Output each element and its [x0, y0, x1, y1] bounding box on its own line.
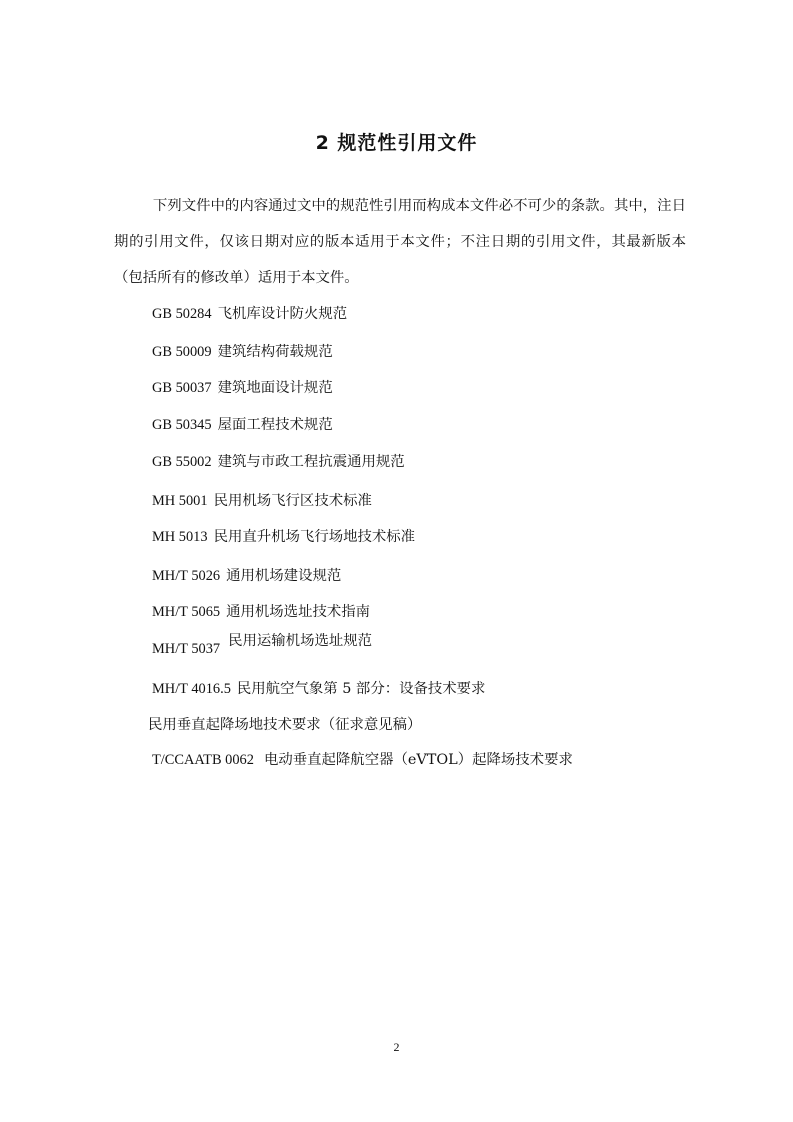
reference-item — [152, 748, 573, 769]
reference-item — [152, 677, 485, 698]
reference-code: MH 5013 — [152, 529, 208, 545]
reference-item — [152, 302, 347, 323]
reference-item — [152, 413, 333, 434]
reference-name: 建筑与市政工程抗震通用规范 — [217, 454, 405, 470]
intro-paragraph: 下列文件中的内容通过文中的规范性引用而构成本文件必不可少的条款。其中，注日期的引用文件，仅该日期对应的版本适用于本文件；不注日期的引用文件，其最新版本（包括所有的修改单）适用于本文件。 — [114, 198, 686, 286]
reference-name: 民用运输机场选址规范 — [228, 633, 373, 649]
reference-name: 飞机库设计防火规范 — [217, 306, 348, 322]
reference-name: 民用垂直起降场地技术要求（征求意见稿） — [148, 717, 422, 733]
reference-code: MH 5001 — [152, 493, 208, 509]
reference-item — [152, 564, 341, 585]
reference-code: MH/T 5065 — [152, 604, 221, 620]
reference-item — [152, 376, 333, 397]
reference-name: 屋面工程技术规范 — [217, 417, 333, 433]
reference-name: 电动垂直起降航空器（eVTOL）起降场技术要求 — [263, 752, 573, 768]
reference-name: 通用机场建设规范 — [226, 568, 342, 584]
reference-item — [148, 713, 421, 734]
reference-code: MH/T 5026 — [152, 568, 221, 584]
reference-name: 民用机场飞行区技术标准 — [213, 493, 372, 509]
reference-name: 建筑地面设计规范 — [217, 380, 333, 396]
reference-name: 民用航空气象第 5 部分：设备技术要求 — [236, 681, 486, 697]
reference-item — [152, 340, 333, 361]
reference-item — [152, 525, 415, 546]
reference-item — [152, 600, 370, 621]
reference-code: MH/T 5037 — [152, 641, 221, 657]
reference-code: T/CCAATB 0062 — [152, 752, 254, 768]
reference-code: GB 50009 — [152, 344, 212, 360]
page-number: 2 — [393, 1040, 400, 1054]
section-title: 2 规范性引用文件 — [315, 132, 478, 154]
reference-item — [152, 489, 372, 510]
reference-name: 通用机场选址技术指南 — [226, 604, 371, 620]
reference-code: MH/T 4016.5 — [152, 681, 231, 697]
reference-code: GB 55002 — [152, 454, 212, 470]
reference-code: GB 50037 — [152, 380, 212, 396]
reference-code: GB 50345 — [152, 417, 212, 433]
reference-item — [152, 633, 373, 658]
reference-code: GB 50284 — [152, 306, 212, 322]
reference-name: 民用直升机场飞行场地技术标准 — [213, 529, 416, 545]
reference-name: 建筑结构荷载规范 — [217, 344, 333, 360]
reference-item — [152, 450, 405, 471]
